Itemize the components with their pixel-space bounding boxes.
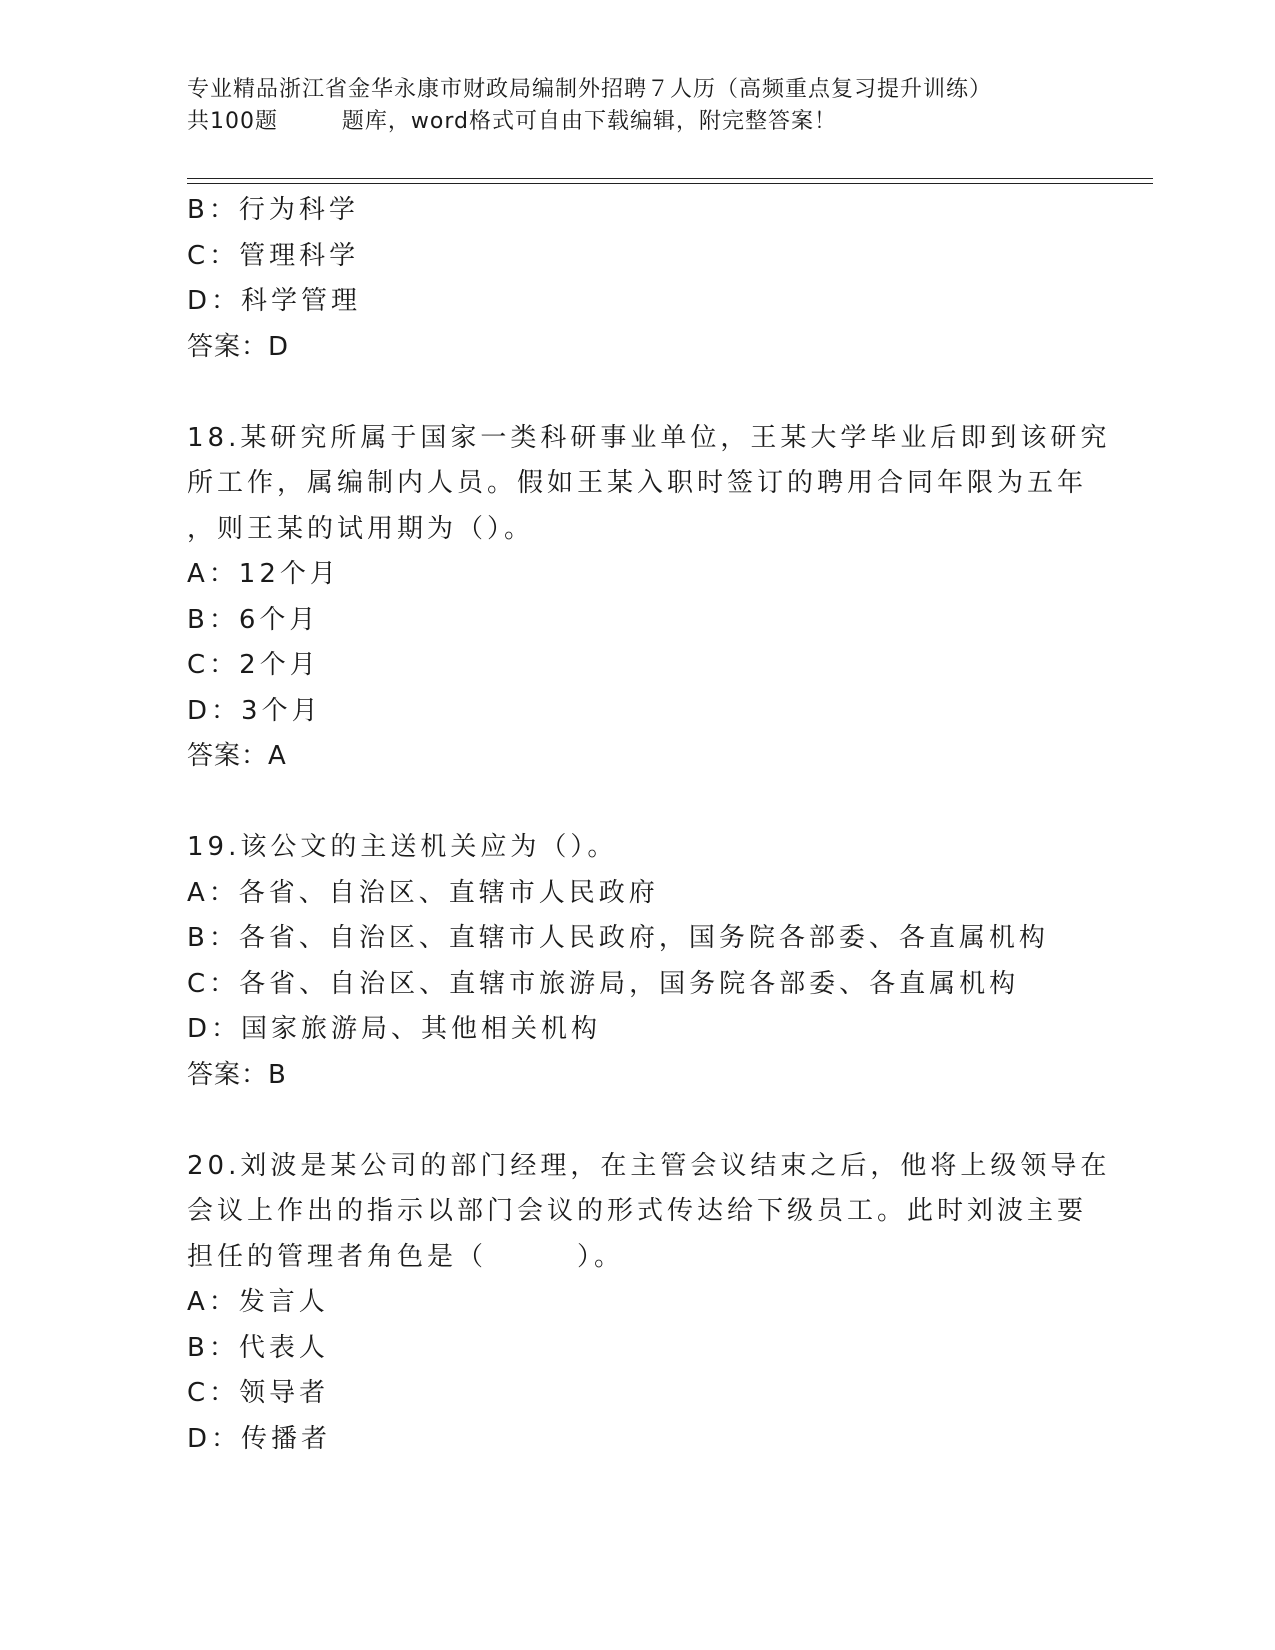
- spacer: [187, 780, 1087, 826]
- answer-line: 答案：D: [187, 331, 290, 362]
- option-d: D：传播者: [187, 1423, 332, 1454]
- option-a: A：12个月: [187, 559, 340, 589]
- option-b: B：6个月: [187, 604, 320, 635]
- question-19: [187, 825, 1087, 1098]
- question-18: [187, 416, 1111, 780]
- document-body: [187, 188, 1111, 1462]
- option-b: B：代表人: [187, 1332, 329, 1363]
- option-a: A：各省、自治区、直辖市人民政府: [187, 877, 659, 908]
- header-rule-bottom: [187, 183, 1153, 184]
- option-a: A：发言人: [187, 1287, 329, 1317]
- option-c: C：各省、自治区、直辖市旅游局，国务院各部委、各直属机构: [187, 968, 1020, 999]
- question-20: [187, 1144, 1111, 1463]
- question-stem-line: ，则王某的试用期为（）。: [187, 513, 535, 544]
- option-c: C：领导者: [187, 1378, 330, 1408]
- option-c: C：管理科学: [187, 240, 360, 271]
- document-header: [187, 74, 1187, 138]
- option-d: D：国家旅游局、其他相关机构: [187, 1014, 602, 1044]
- option-c: C：2个月: [187, 650, 320, 680]
- answer-line: 答案：A: [187, 741, 287, 771]
- option-d: D：科学管理: [187, 286, 362, 316]
- spacer: [187, 1098, 1087, 1144]
- header-rule-top: [187, 178, 1153, 179]
- answer-line: 答案：B: [187, 1059, 287, 1090]
- question-stem-line: 担任的管理者角色是（ ）。: [187, 1241, 625, 1272]
- question-stem-line: 20.刘波是某公司的部门经理，在主管会议结束之后，他将上级领导在: [187, 1150, 1111, 1181]
- spacer: [187, 370, 1087, 416]
- header-title-line-2: 共100题 题库，word格式可自由下载编辑，附完整答案！: [187, 109, 838, 134]
- option-d: D：3个月: [187, 695, 322, 726]
- question-stem-line: 19.该公文的主送机关应为（）。: [187, 832, 618, 862]
- option-b: B：各省、自治区、直辖市人民政府，国务院各部委、各直属机构: [187, 923, 1049, 953]
- question-stem-line: 所工作，属编制内人员。假如王某入职时签订的聘用合同年限为五年: [187, 468, 1088, 498]
- header-title-line-1: 专业精品浙江省金华永康市财政局编制外招聘７人历（高频重点复习提升训练）: [187, 77, 993, 102]
- question-stem-line: 会议上作出的指示以部门会议的形式传达给下级员工。此时刘波主要: [187, 1196, 1088, 1226]
- question-17-remainder: [187, 188, 1087, 370]
- question-stem-line: 18.某研究所属于国家一类科研事业单位，王某大学毕业后即到该研究: [187, 422, 1111, 453]
- option-b: B：行为科学: [187, 195, 359, 225]
